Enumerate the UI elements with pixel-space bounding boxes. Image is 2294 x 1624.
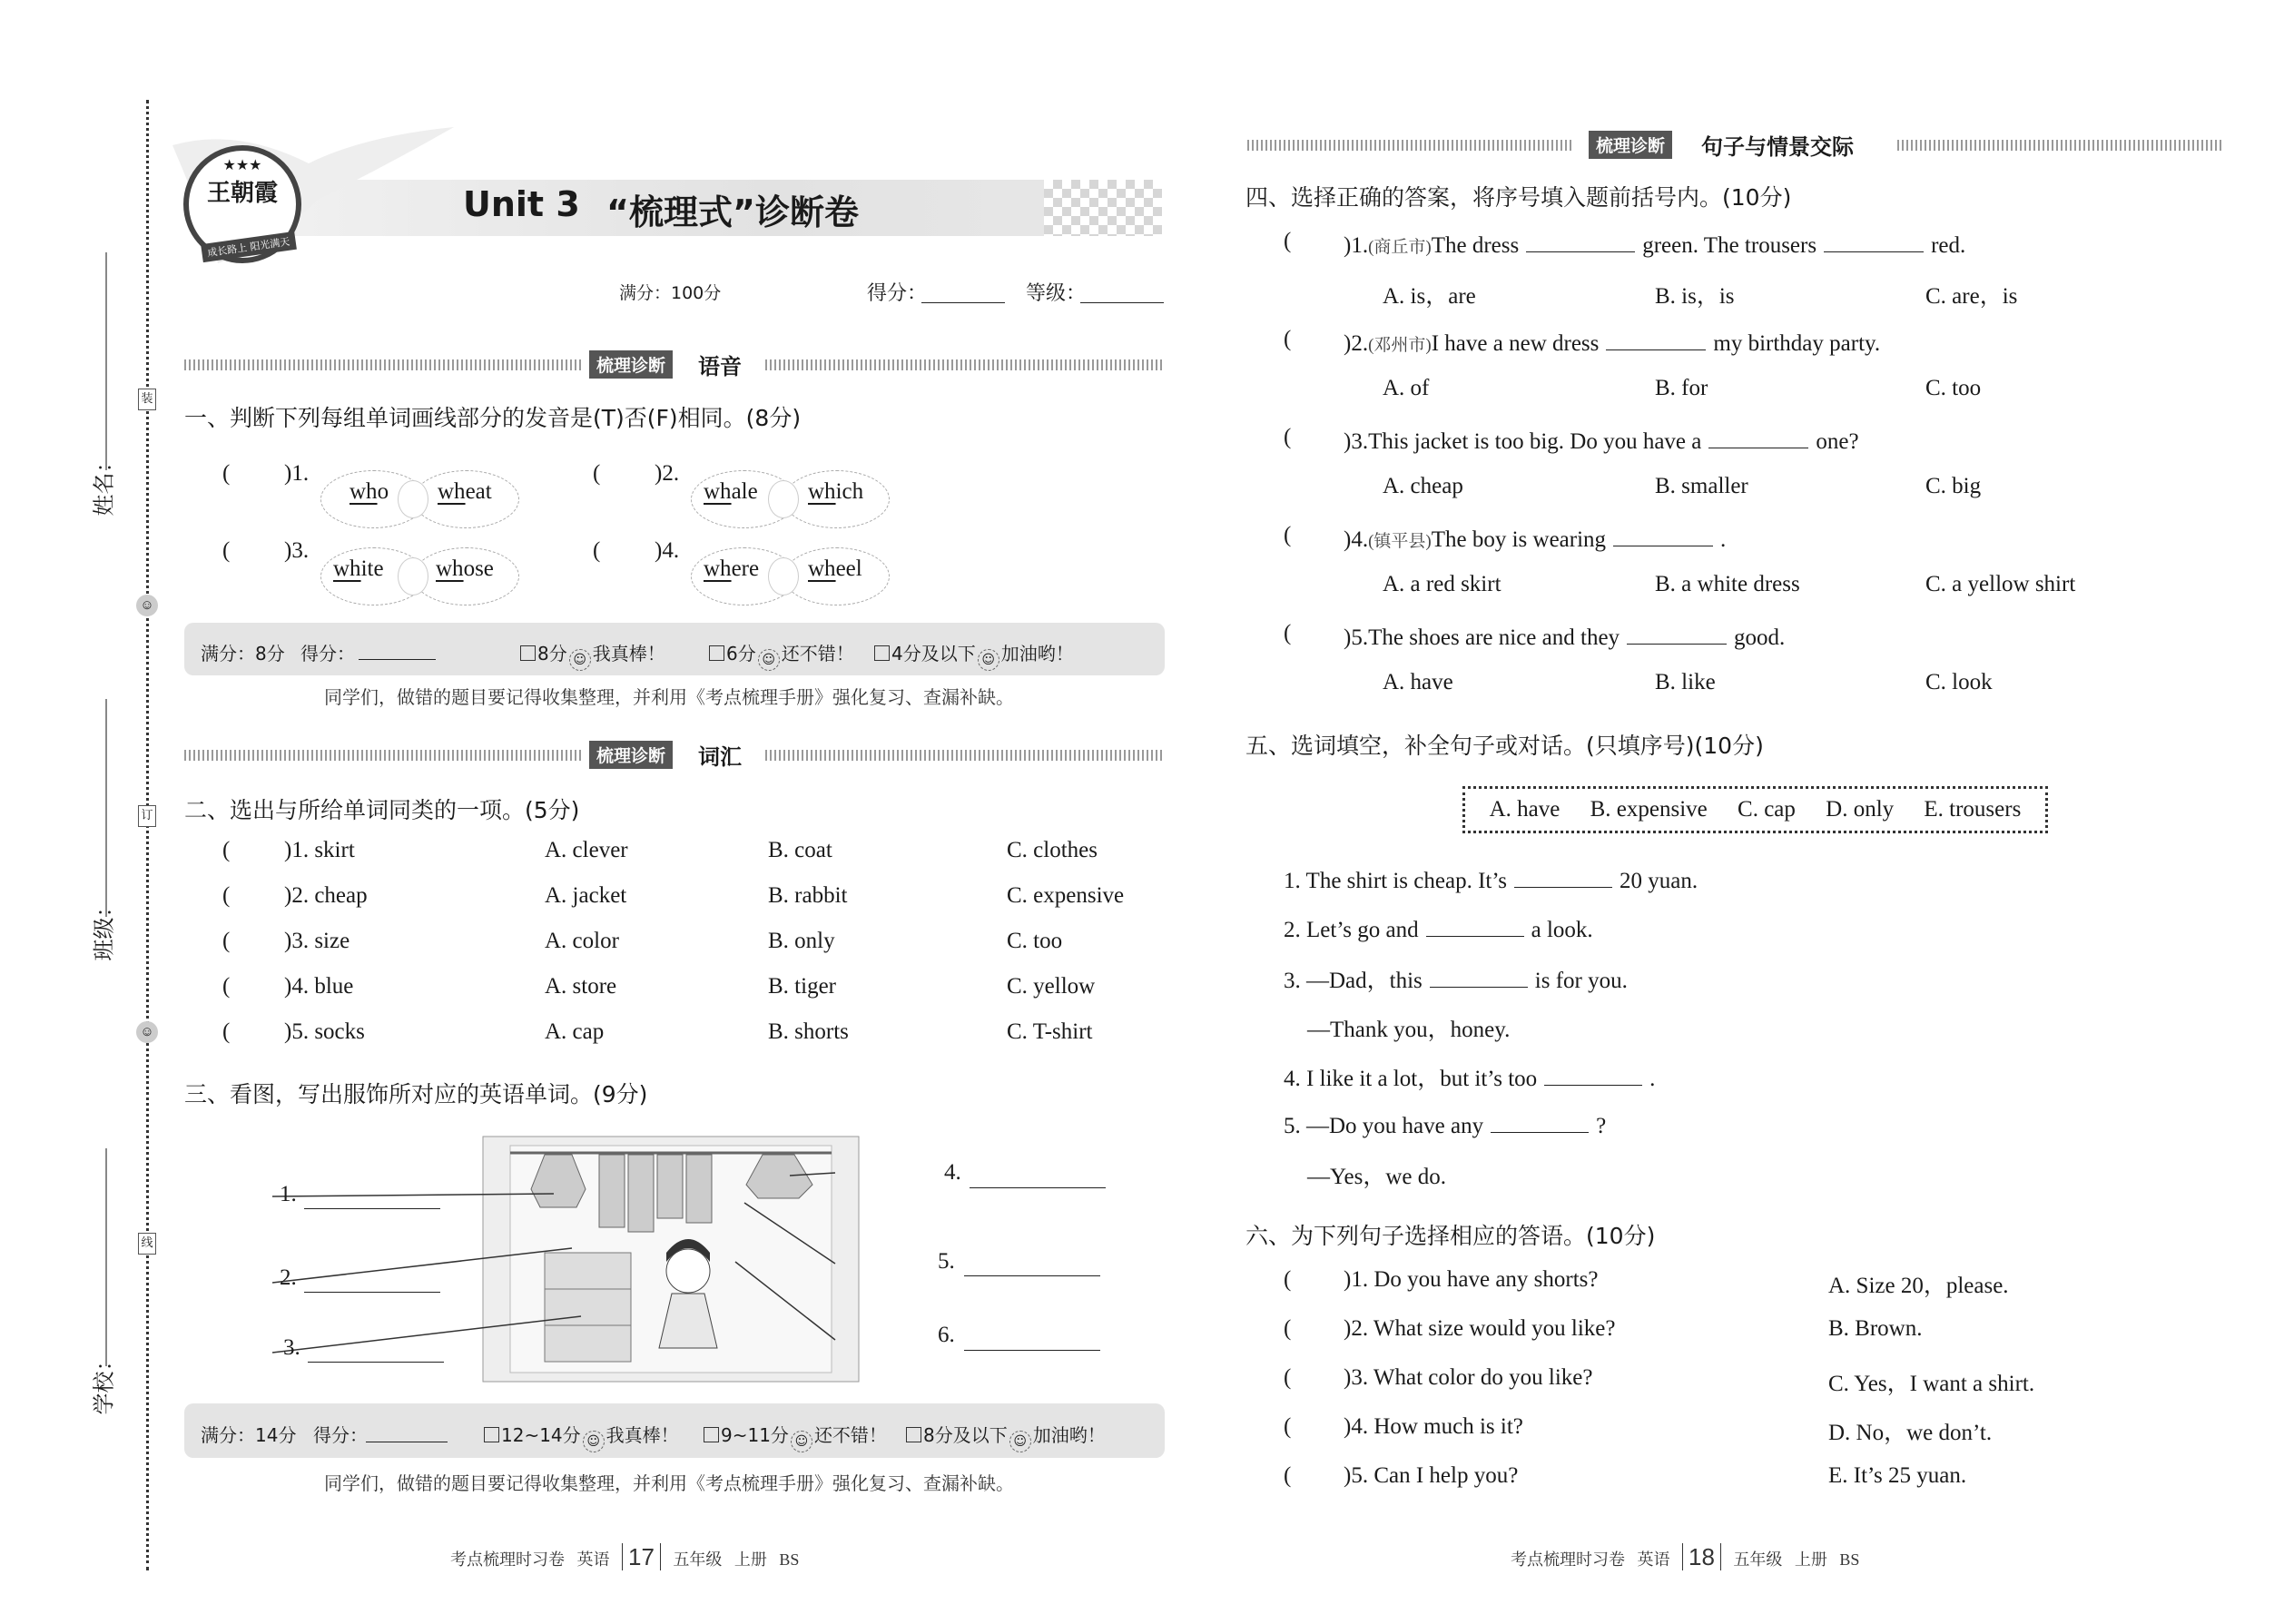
option-c: C. big xyxy=(1925,474,1982,498)
q6-question: )3. What color do you like? xyxy=(1344,1365,1593,1390)
bar-score-field[interactable] xyxy=(359,659,436,660)
option-b: B. tiger xyxy=(768,974,836,999)
option-c: C. yellow xyxy=(1007,974,1096,999)
item-number: )4. xyxy=(655,538,680,563)
name-field-line[interactable] xyxy=(105,252,107,470)
bar-full-score: 满分：14分 xyxy=(201,1424,297,1446)
item-number: )2. xyxy=(655,461,680,486)
score-field[interactable] xyxy=(921,302,1005,303)
score-label: 得分： xyxy=(867,282,928,305)
checkbox[interactable] xyxy=(906,1427,921,1442)
option-c: C. are，is xyxy=(1925,284,2018,309)
happy-face-icon: ☺ xyxy=(569,649,591,671)
name-label: 姓名： xyxy=(91,450,117,517)
bar-score-label: 得分： xyxy=(300,643,355,664)
option-c: C. T-shirt xyxy=(1007,1019,1093,1044)
picture-label: 5. xyxy=(938,1249,955,1274)
option-c: C. clothes xyxy=(1007,838,1098,862)
q4-item: )2.(邓州市)I have a new dress my birthday party. xyxy=(1344,327,1880,357)
picture-label: 4. xyxy=(944,1160,961,1185)
option-a: A. a red skirt xyxy=(1383,572,1501,596)
answer-bracket[interactable]: ( xyxy=(1284,1463,1292,1488)
q2-item: )3. size xyxy=(284,929,350,953)
answer-bracket[interactable]: ( xyxy=(222,974,231,999)
answer-bracket[interactable]: ( xyxy=(222,929,231,953)
word-2: whose xyxy=(436,556,494,581)
q6-answer: D. No，we don’t. xyxy=(1828,1421,1993,1445)
answer-bracket[interactable]: ( xyxy=(222,461,231,486)
option-a: A. have xyxy=(1383,670,1453,694)
answer-field-6[interactable] xyxy=(964,1350,1100,1351)
word-option: B. expensive xyxy=(1590,797,1708,822)
full-score: 满分：100分 xyxy=(619,283,722,303)
word-1: where xyxy=(704,556,760,581)
word-option: A. have xyxy=(1489,797,1561,822)
checkbox[interactable] xyxy=(704,1427,719,1442)
footer-left: 考点梳理时习卷 英语 17 五年级 上册 BS xyxy=(450,1543,800,1570)
q1-item xyxy=(593,538,1047,611)
option-b: B. for xyxy=(1655,376,1708,400)
answer-field-4[interactable] xyxy=(970,1187,1106,1188)
q6-answer: B. Brown. xyxy=(1828,1316,1923,1341)
q6-question: )2. What size would you like? xyxy=(1344,1316,1616,1341)
option-c: C. a yellow shirt xyxy=(1925,572,2076,596)
answer-bracket[interactable]: ( xyxy=(593,461,601,486)
checkbox[interactable] xyxy=(874,645,890,661)
q6-question: )1. Do you have any shorts? xyxy=(1344,1267,1599,1292)
class-field-line[interactable] xyxy=(105,699,107,917)
checker-decoration xyxy=(1044,180,1162,236)
answer-bracket[interactable]: ( xyxy=(222,883,231,908)
option-b: B. only xyxy=(768,929,835,953)
section-tag: 梳理诊断 xyxy=(589,741,673,769)
q4-item: )5.The shoes are nice and they good. xyxy=(1344,621,1785,651)
q6-answer: E. It’s 25 yuan. xyxy=(1828,1463,1967,1488)
option-c: C. too xyxy=(1925,376,1982,400)
picture-label: 1. xyxy=(280,1182,297,1206)
answer-bracket[interactable]: ( xyxy=(1284,1267,1292,1292)
picture-label: 6. xyxy=(938,1323,955,1347)
section-title: 词汇 xyxy=(698,744,742,770)
q1-item xyxy=(593,461,1047,534)
option-a: A. color xyxy=(545,929,619,953)
q2-item: )5. socks xyxy=(284,1019,365,1044)
page-number: 17 xyxy=(622,1543,661,1570)
option-a: A. jacket xyxy=(545,883,627,908)
word-2: which xyxy=(808,479,864,504)
star-icon: ★★★ xyxy=(222,158,262,173)
item-number: )1. xyxy=(284,461,310,486)
bar-full-score: 满分：8分 xyxy=(201,643,285,664)
section-header-phonics xyxy=(184,352,1165,379)
q5-line: 2. Let’s go and a look. xyxy=(1284,913,1593,943)
option-a: A. cheap xyxy=(1383,474,1463,498)
wardrobe-illustration xyxy=(272,1135,1135,1389)
q4-item: )4.(镇平县)The boy is wearing . xyxy=(1344,523,1726,553)
answer-bracket[interactable]: ( xyxy=(1284,1316,1292,1341)
option-a: A. store xyxy=(545,974,617,999)
section-tag: 梳理诊断 xyxy=(1589,131,1672,159)
word-1: white xyxy=(333,556,384,581)
answer-bracket[interactable]: ( xyxy=(1284,425,1292,449)
q5-line: 5. —Do you have any ? xyxy=(1284,1109,1606,1139)
grade-field[interactable] xyxy=(1080,302,1164,303)
q2-heading: 二、选出与所给单词同类的一项。(5分) xyxy=(184,797,580,823)
q6-answer: A. Size 20，please. xyxy=(1828,1274,2009,1298)
option-a: A. is，are xyxy=(1383,284,1476,309)
school-label: 学校： xyxy=(91,1349,117,1415)
option-b: B. shorts xyxy=(768,1019,849,1044)
option-b: B. rabbit xyxy=(768,883,848,908)
section-tag: 梳理诊断 xyxy=(589,350,673,379)
unit-label: Unit 3 xyxy=(463,184,580,224)
q2-item: )4. blue xyxy=(284,974,354,999)
q6-answer: C. Yes，I want a shirt. xyxy=(1828,1372,2035,1396)
q6-question: )5. Can I help you? xyxy=(1344,1463,1519,1488)
bar-score-label: 得分： xyxy=(313,1424,368,1446)
checkbox[interactable] xyxy=(484,1427,499,1442)
class-label: 班级： xyxy=(91,895,117,961)
answer-bracket[interactable]: ( xyxy=(1284,1414,1292,1439)
logo-brand: 王朝霞 xyxy=(206,180,278,207)
q1-heading: 一、判断下列每组单词画线部分的发音是(T)否(F)相同。(8分) xyxy=(184,405,802,431)
word-option: E. trousers xyxy=(1924,797,2022,822)
word-1: whale xyxy=(704,479,758,504)
word-bank xyxy=(1462,786,2048,833)
bind-mark: 订 xyxy=(138,805,156,827)
score-bar: 满分：8分 得分： 8分 ☺ 我真棒！ 6分 ☺ 还不错！ 4分及以下 ☺ 加油哟！ xyxy=(184,623,1165,675)
checkbox[interactable] xyxy=(520,645,536,661)
q3-heading: 三、看图，写出服饰所对应的英语单词。(9分) xyxy=(184,1081,648,1107)
page-title: “梳理式”诊断卷 xyxy=(606,192,859,232)
section-title: 语音 xyxy=(698,354,742,379)
q5-line: 4. I like it a lot，but it’s too . xyxy=(1284,1060,1655,1093)
option-b: B. is，is xyxy=(1655,284,1735,309)
option-b: B. like xyxy=(1655,670,1716,694)
q2-item: )2. cheap xyxy=(284,883,368,908)
section-header-sentences xyxy=(1247,133,2224,160)
smiley-icon: ☺ xyxy=(136,1021,158,1043)
option-a: A. clever xyxy=(545,838,628,862)
item-number: )3. xyxy=(284,538,310,563)
checkbox[interactable] xyxy=(709,645,724,661)
option-b: B. a white dress xyxy=(1655,572,1800,596)
smile-face-icon: ☺ xyxy=(758,649,780,671)
answer-field-5[interactable] xyxy=(964,1275,1100,1276)
page-number: 18 xyxy=(1682,1543,1721,1570)
option-b: B. smaller xyxy=(1655,474,1748,498)
footer-right: 考点梳理时习卷 英语 18 五年级 上册 BS xyxy=(1511,1543,1860,1570)
answer-field-2[interactable] xyxy=(304,1292,440,1293)
picture-label: 3. xyxy=(283,1335,300,1360)
word-1: who xyxy=(350,479,389,504)
option-c: C. too xyxy=(1007,929,1063,953)
answer-bracket[interactable]: ( xyxy=(1284,621,1292,645)
logo-slogan: 成长路上 阳光满天 xyxy=(201,231,296,262)
q2-item: )1. skirt xyxy=(284,838,355,862)
option-a: A. of xyxy=(1383,376,1430,400)
section-header-vocab xyxy=(184,743,1165,770)
q4-heading: 四、选择正确的答案，将序号填入题前括号内。(10分) xyxy=(1245,184,1792,211)
q5-heading: 五、选词填空，补全句子或对话。(只填序号)(10分) xyxy=(1245,733,1764,759)
q5-line: 3. —Dad，this is for you. xyxy=(1284,962,1628,995)
q6-question: )4. How much is it? xyxy=(1344,1414,1523,1439)
review-note: 同学们，做错的题目要记得收集整理，并利用《考点梳理手册》强化复习、查漏补缺。 xyxy=(324,688,1014,708)
answer-bracket[interactable]: ( xyxy=(1284,327,1292,351)
answer-field-3[interactable] xyxy=(308,1362,444,1363)
picture-label: 2. xyxy=(280,1265,297,1290)
answer-bracket[interactable]: ( xyxy=(1284,523,1292,547)
cheer-face-icon: ☺ xyxy=(978,649,999,671)
answer-bracket[interactable]: ( xyxy=(593,538,601,563)
option-c: C. expensive xyxy=(1007,883,1125,908)
option-a: A. cap xyxy=(545,1019,605,1044)
q5-line: —Yes，we do. xyxy=(1307,1165,1447,1189)
answer-bracket[interactable]: ( xyxy=(222,538,231,563)
q4-item: )1.(商丘市)The dress green. The trousers red. xyxy=(1344,229,1965,259)
answer-bracket[interactable]: ( xyxy=(1284,1365,1292,1390)
happy-face-icon: ☺ xyxy=(583,1431,605,1452)
q4-item: )3.This jacket is too big. Do you have a one? xyxy=(1344,425,1859,455)
q5-line: 1. The shirt is cheap. It’s 20 yuan. xyxy=(1284,864,1698,894)
binding-dotted-line xyxy=(146,100,149,1570)
smiley-icon: ☺ xyxy=(136,595,158,616)
word-2: wheel xyxy=(808,556,862,581)
cheer-face-icon: ☺ xyxy=(1009,1431,1031,1452)
word-2: wheat xyxy=(438,479,492,504)
answer-bracket[interactable]: ( xyxy=(222,838,231,862)
score-bar: 满分：14分 得分： 12~14分 ☺ 我真棒！ 9~11分 ☺ 还不错！ 8分及以下 ☺ 加油哟！ xyxy=(184,1403,1165,1458)
q6-heading: 六、为下列句子选择相应的答语。(10分) xyxy=(1245,1223,1656,1249)
q5-line: —Thank you，honey. xyxy=(1307,1018,1511,1042)
answer-field-1[interactable] xyxy=(304,1208,440,1209)
section-title: 句子与情景交际 xyxy=(1701,134,1854,160)
smile-face-icon: ☺ xyxy=(791,1431,812,1452)
bind-mark: 线 xyxy=(138,1233,156,1255)
answer-bracket[interactable]: ( xyxy=(222,1019,231,1044)
answer-bracket[interactable]: ( xyxy=(1284,229,1292,253)
option-b: B. coat xyxy=(768,838,832,862)
grade-label: 等级： xyxy=(1026,282,1087,305)
review-note: 同学们，做错的题目要记得收集整理，并利用《考点梳理手册》强化复习、查漏补缺。 xyxy=(324,1474,1014,1494)
word-option: C. cap xyxy=(1738,797,1796,822)
option-c: C. look xyxy=(1925,670,1993,694)
word-option: D. only xyxy=(1826,797,1895,822)
bind-mark: 装 xyxy=(138,389,156,410)
school-field-line[interactable] xyxy=(105,1148,107,1366)
